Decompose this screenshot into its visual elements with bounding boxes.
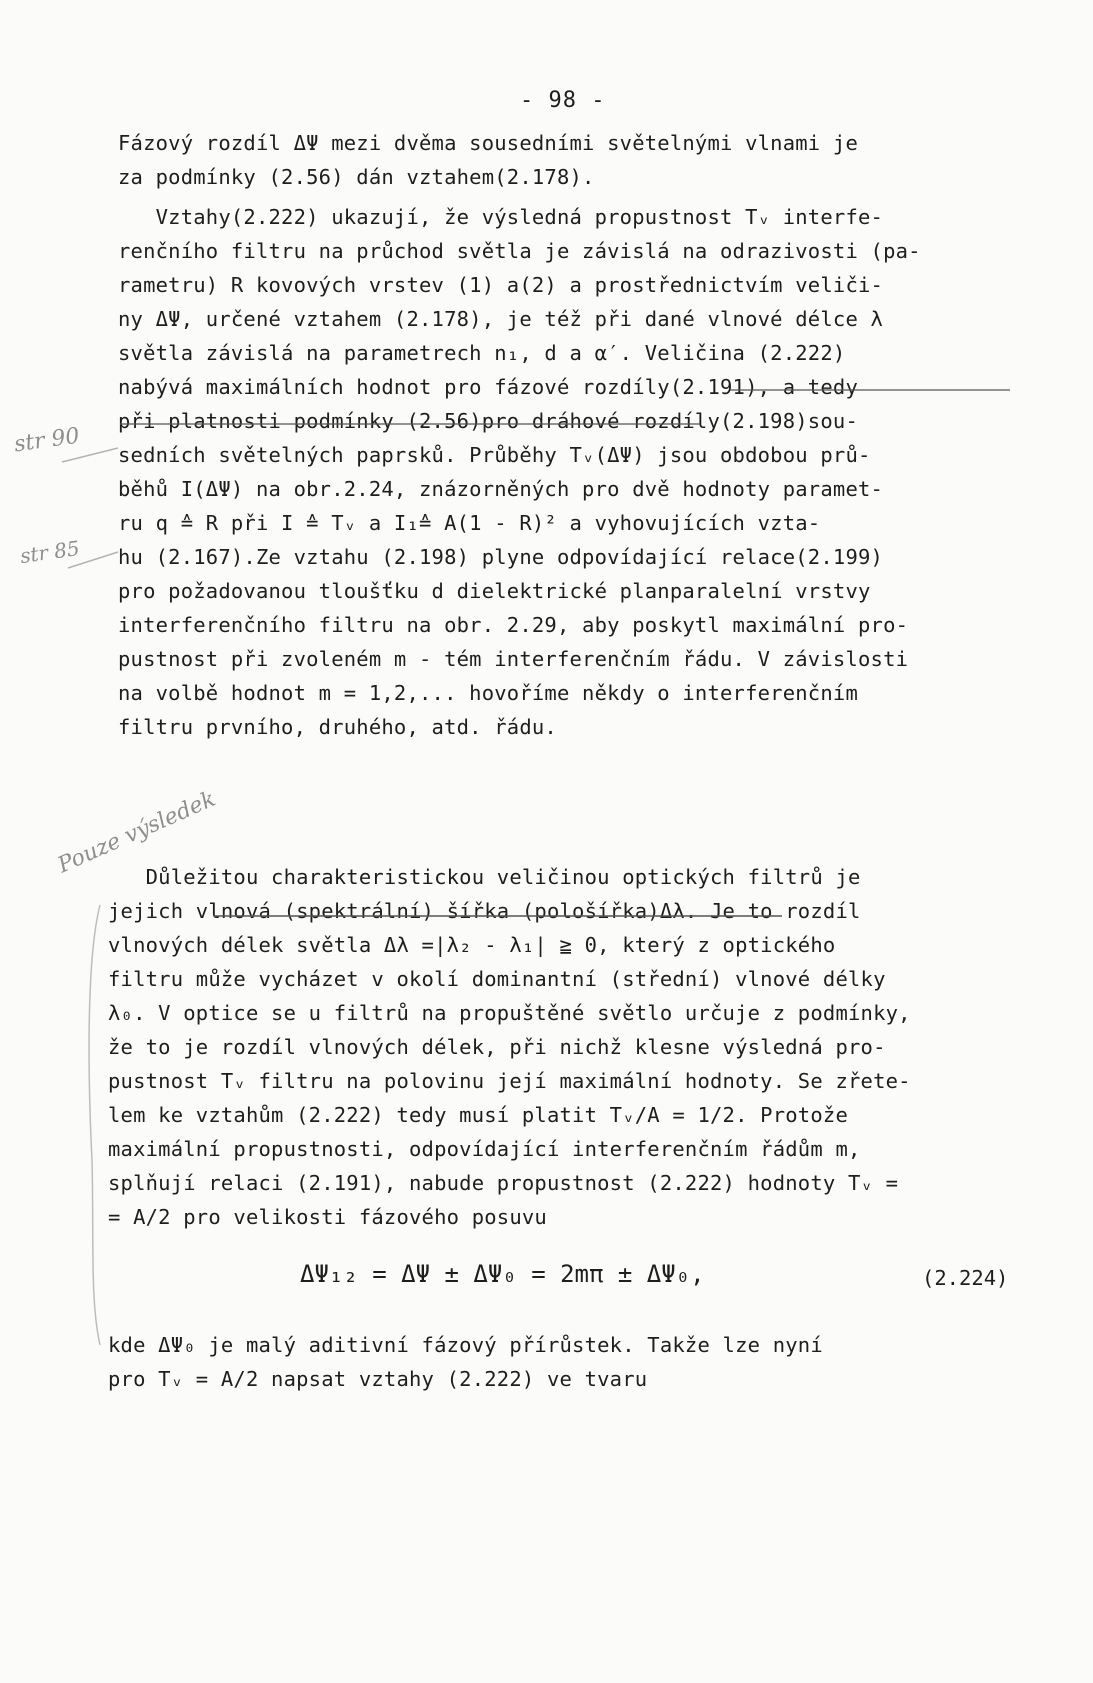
text-line: pustnost při zvoleném m - tém interferenčním řádu. V závislosti [118, 647, 909, 671]
margin-note-str90: str 90 [12, 423, 82, 458]
margin-note-str85: str 85 [18, 535, 82, 569]
text-line: na volbě hodnot m = 1,2,... hovoříme někdy o interferenčním [118, 681, 858, 705]
text-line: Vztahy(2.222) ukazují, že výsledná propustnost Tᵥ interfe- [118, 205, 884, 229]
margin-note-pouze-vysledek: Pouze výsledek [54, 786, 220, 879]
text-line: sedních světelných paprsků. Průběhy Tᵥ(ΔΨ) jsou obdobou prů- [118, 443, 871, 467]
text-line: filtru prvního, druhého, atd. řádu. [118, 715, 557, 739]
equation: ΔΨ₁₂ = ΔΨ ± ΔΨ₀ = 2mπ ± ΔΨ₀, [300, 1260, 705, 1288]
text-line: světla závislá na parametrech n₁, d a α′. Veličina (2.222) [118, 341, 846, 365]
text-line: = A/2 pro velikosti fázového posuvu [108, 1205, 547, 1229]
text-line: pro Tᵥ = A/2 napsat vztahy (2.222) ve tvaru [108, 1367, 648, 1391]
text-line: pustnost Tᵥ filtru na polovinu její maximální hodnoty. Se zřete- [108, 1069, 911, 1093]
text-line: splňují relaci (2.191), nabude propustnost (2.222) hodnoty Tᵥ = [108, 1171, 899, 1195]
text-line: hu (2.167).Ze vztahu (2.198) plyne odpovídající relace(2.199) [118, 545, 884, 569]
text-line: maximální propustnosti, odpovídající interferenčním řádům m, [108, 1137, 861, 1161]
text-line: Důležitou charakteristickou veličinou optických filtrů je [108, 865, 861, 889]
text-line: pro požadovanou tloušťku d dielektrické planparalelní vrstvy [118, 579, 871, 603]
pencil-stroke [62, 448, 118, 462]
text-line: filtru může vycházet v okolí dominantní (střední) vlnové délky [108, 967, 886, 991]
text-line: interferenčního filtru na obr. 2.29, aby poskytl maximální pro- [118, 613, 909, 637]
margin-bracket [89, 905, 100, 1345]
page-number: - 98 - [520, 88, 606, 113]
text-line: při platnosti podmínky (2.56)pro dráhové rozdíly(2.198)sou- [118, 409, 858, 433]
text-line: za podmínky (2.56) dán vztahem(2.178). [118, 165, 595, 189]
text-line: běhů I(ΔΨ) na obr.2.24, znázorněných pro dvě hodnoty paramet- [118, 477, 884, 501]
text-line: renčního filtru na průchod světla je závislá na odrazivosti (pa- [118, 239, 921, 263]
text-line: že to je rozdíl vlnových délek, při nichž klesne výsledná pro- [108, 1035, 886, 1059]
text-line: lem ke vztahům (2.222) tedy musí platit Tᵥ/A = 1/2. Protože [108, 1103, 848, 1127]
pencil-stroke [68, 552, 118, 568]
text-line: kde ΔΨ₀ je malý aditivní fázový přírůstek. Takže lze nyní [108, 1333, 823, 1357]
text-line: ny ΔΨ, určené vztahem (2.178), je též při dané vlnové délce λ [118, 307, 884, 331]
text-line: λ₀. V optice se u filtrů na propuštěné světlo určuje z podmínky, [108, 1001, 911, 1025]
text-line: ru q ≙ R při I ≙ Tᵥ a I₁≙ A(1 - R)² a vyhovujících vzta- [118, 511, 821, 535]
text-line: rametru) R kovových vrstev (1) a(2) a prostřednictvím veliči- [118, 273, 884, 297]
text-line: nabývá maximálních hodnot pro fázové rozdíly(2.191), a tedy [118, 375, 858, 399]
text-line: Fázový rozdíl ΔΨ mezi dvěma sousedními světelnými vlnami je [118, 131, 858, 155]
equation-number: (2.224) [922, 1266, 1009, 1290]
text-line: jejich vlnová (spektrální) šířka (pološířka)Δλ. Je to rozdíl [108, 899, 861, 923]
text-line: vlnových délek světla Δλ =|λ₂ - λ₁| ≧ 0, který z optického [108, 933, 836, 957]
